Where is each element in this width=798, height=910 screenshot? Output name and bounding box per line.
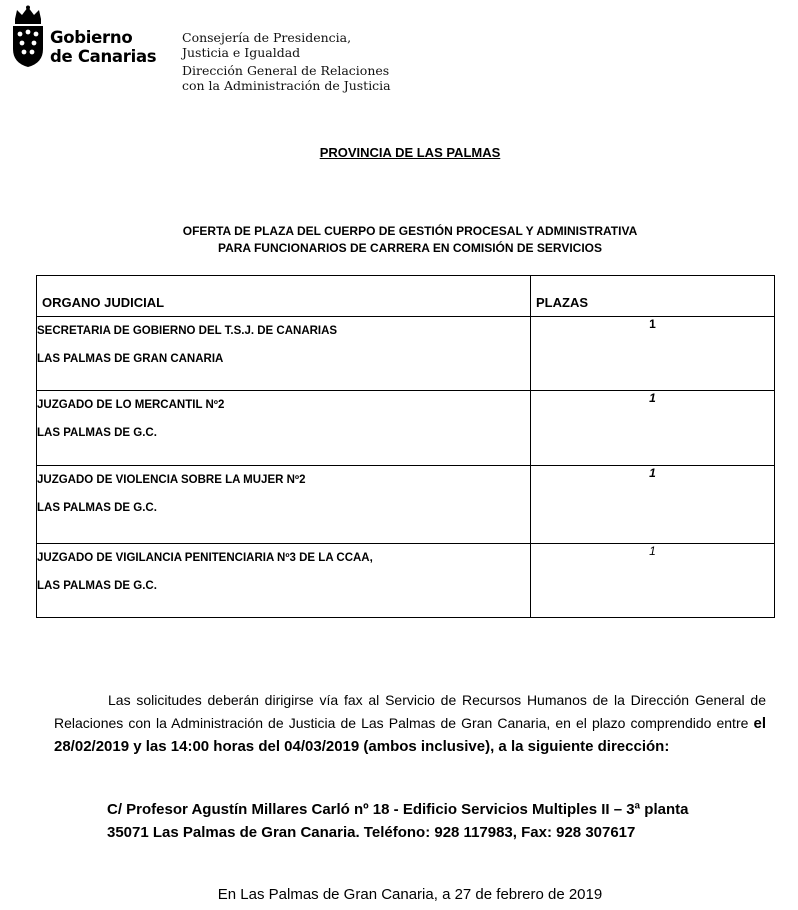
organo-cell (37, 391, 531, 466)
logo-line-2: de Canarias (50, 47, 157, 66)
organo-name: JUZGADO DE VIGILANCIA PENITENCIARIA Nº3 DE LA CCAA, (37, 552, 373, 564)
postal-address (107, 798, 688, 844)
column-header-organo: ORGANO JUDICIAL (37, 276, 531, 317)
letterhead (0, 0, 798, 110)
directorate-line-2: con la Administración de Justicia (182, 78, 391, 93)
offer-title-line-1: OFERTA DE PLAZA DEL CUERPO DE GESTIÓN PROCESAL Y ADMINISTRATIVA (182, 224, 638, 238)
directorate-name (182, 63, 391, 93)
organo-location: LAS PALMAS DE G.C. (37, 502, 157, 514)
table-row (37, 466, 775, 544)
instructions-paragraph (54, 689, 766, 759)
organo-location: LAS PALMAS DE G.C. (37, 580, 157, 592)
table-row (37, 317, 775, 391)
table-row (37, 391, 775, 466)
plazas-cell: 1 (531, 391, 775, 466)
positions-table (36, 275, 775, 618)
organo-location: LAS PALMAS DE GRAN CANARIA (37, 353, 224, 365)
offer-title-line-2: PARA FUNCIONARIOS DE CARRERA EN COMISIÓN DE SERVICIOS (217, 241, 603, 255)
organo-name: SECRETARIA DE GOBIERNO DEL T.S.J. DE CANARIAS (37, 325, 338, 337)
canarias-crest-icon (11, 5, 45, 69)
department-line-1: Consejería de Presidencia, (182, 30, 352, 45)
organo-cell (37, 466, 531, 544)
organo-name: JUZGADO DE LO MERCANTIL Nº2 (37, 399, 225, 411)
instructions-deadline: el 28/02/2019 y las 14:00 horas del 04/03/2019 (ambos inclusive), a la siguiente dirección: (54, 714, 766, 755)
department-line-2: Justicia e Igualdad (182, 45, 301, 60)
logo-text (50, 28, 156, 66)
province-title: PROVINCIA DE LAS PALMAS (319, 145, 501, 160)
table-row (37, 544, 775, 618)
plazas-cell: 1 (531, 544, 775, 618)
department-name (182, 30, 351, 60)
instructions-text: Las solicitudes deberán dirigirse vía fax al Servicio de Recursos Humanos de la Dirección General de Relaciones con la Administración de Justicia de Las Palmas de Gran Canaria, en el plazo comprendido entre (54, 692, 766, 731)
logo-line-1: Gobierno (50, 28, 133, 47)
directorate-line-1: Dirección General de Relaciones (182, 63, 390, 78)
address-line-2: 35071 Las Palmas de Gran Canaria. Teléfono: 928 117983, Fax: 928 307617 (107, 824, 636, 841)
organo-name: JUZGADO DE VIOLENCIA SOBRE LA MUJER Nº2 (37, 474, 306, 486)
column-header-plazas: PLAZAS (531, 276, 775, 317)
organo-cell (37, 317, 531, 391)
date-line: En Las Palmas de Gran Canaria, a 27 de febrero de 2019 (217, 886, 603, 903)
offer-title (0, 223, 798, 257)
plazas-cell: 1 (531, 466, 775, 544)
organo-cell (37, 544, 531, 618)
address-line-1: C/ Profesor Agustín Millares Carló nº 18 - Edificio Servicios Multiples II – 3ª planta (107, 801, 689, 818)
organo-location: LAS PALMAS DE G.C. (37, 427, 157, 439)
plazas-cell: 1 (531, 317, 775, 391)
